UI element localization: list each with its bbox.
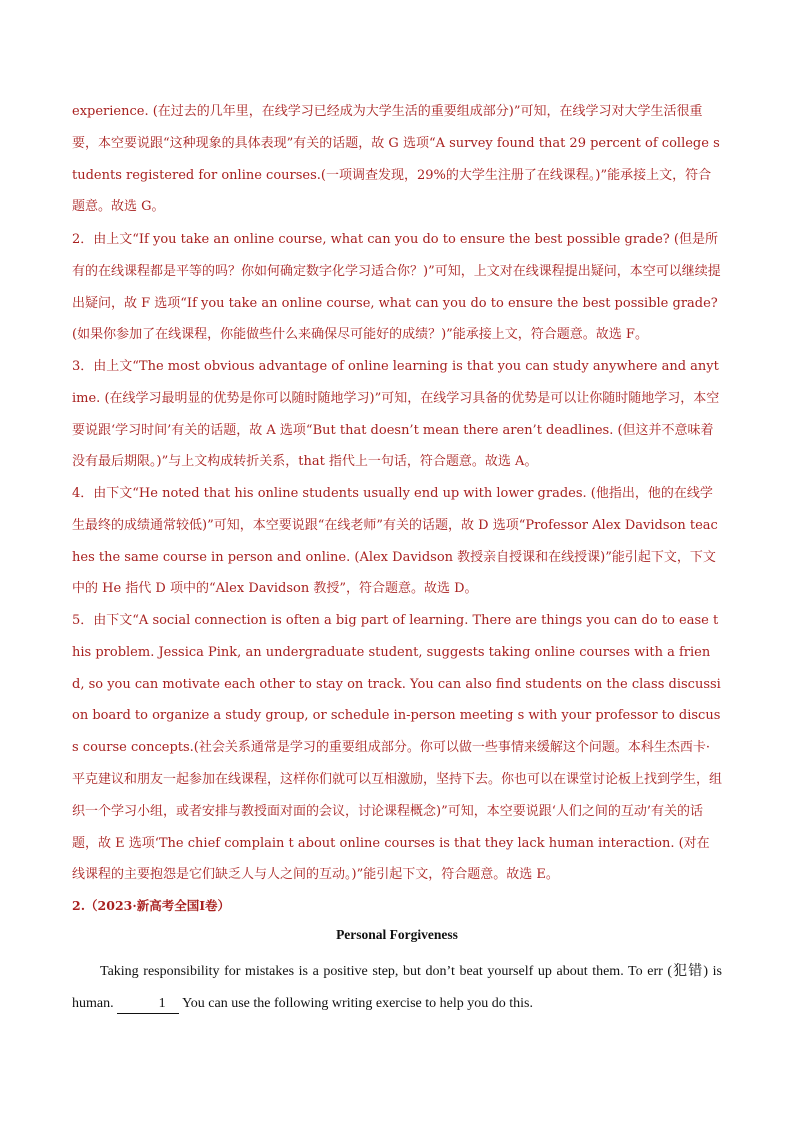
analysis-paragraph-4: 4．由下文“He noted that his online students usually end up with lower grades. (他指出，他的在线学生最终的成绩通常较低)”可知，本空要说跟“在线老师”有关的话题，故 D 选项“Professor Alex Davidson teaches the same course in person and online. (Alex Davidson 教授亲自授课和在线授课)”能引起下文，下文中的 He 指代 D 项中的“Alex Davidson 教授”，符合题意。故选 D。 — [72, 486, 718, 597]
analysis-paragraph-3: 3．由上文“The most obvious advantage of online learning is that you can study anywhere and anytime. (在线学习最明显的优势是你可以随时随地学习)”可知，在线学习具备的优势是可以让你随时随地学习，本空要说跟‘学习时间’有关的话题，故 A 选项“But that doesn’t mean there aren’t deadlines. (但这并不意味着没有最后期限。)”与上文构成转折关系，that 指代上一句话，符合题意。故选 A。 — [72, 359, 720, 470]
analysis-paragraph-2: 2．由上文“If you take an online course, what can you do to ensure the best possible grade? (但是所有的在线课程都是平等的吗？你如何确定数字化学习适合你？)”可知，上文对在线课程提出疑问，本空可以继续提出疑问，故 F 选项“If you take an online course, what can you do to ensure the best possible grade? (如果你参加了在线课程，你能做些什么来确保尽可能好的成绩？)”能承接上文，符合题意。故选 F。 — [72, 232, 722, 343]
passage-text-before-blank: Taking responsibility for mistakes is a positive step, but don’t beat yourself up about them. To err (犯错) is human. — [72, 964, 722, 1011]
passage-title: Personal Forgiveness — [336, 927, 458, 942]
passage-paragraph-1 — [72, 956, 722, 1020]
analysis-paragraph-1-continued: experience. (在过去的几年里，在线学习已经成为大学生活的重要组成部分)”可知，在线学习对大学生活很重要，本空要说跟“这种现象的具体表现”有关的话题，故 G 选项“A survey found that 29 percent of college students registered for online courses.(一项调查发现，29%的大学生注册了在线课程。)”能承接上文，符合题意。故选 G。 — [72, 104, 720, 215]
question-source: 2.（2023·新高考全国Ⅰ卷） — [72, 898, 231, 913]
answer-blank-1[interactable]: 1 — [117, 995, 179, 1014]
analysis-paragraph-5: 5．由下文“A social connection is often a big part of learning. There are things you can do to ease this problem. Jessica Pink, an undergraduate student, suggests taking online courses with a friend, so you can motivate each other to stay on track. You can also find students on the class discussion board to organize a study group, or schedule in-person meeting s with your professor to discuss course concepts.(社会关系通常是学习的重要组成部分。你可以做一些事情来缓解这个问题。本科生杰西卡·平克建议和朋友一起参加在线课程，这样你们就可以互相激励，坚持下去。你也可以在课堂讨论板上找到学生，组织一个学习小组，或者安排与教授面对面的会议，讨论课程概念)”可知，本空要说跟‘人们之间的互动’有关的话题，故 E 选项‘The chief complain t about online courses is that they lack human interaction. (对在线课程的主要抱怨是它们缺乏人与人之间的互动。)”能引起下文，符合题意。故选 E。 — [72, 613, 723, 883]
passage-text-after-blank: You can use the following writing exercise to help you do this. — [179, 995, 533, 1011]
